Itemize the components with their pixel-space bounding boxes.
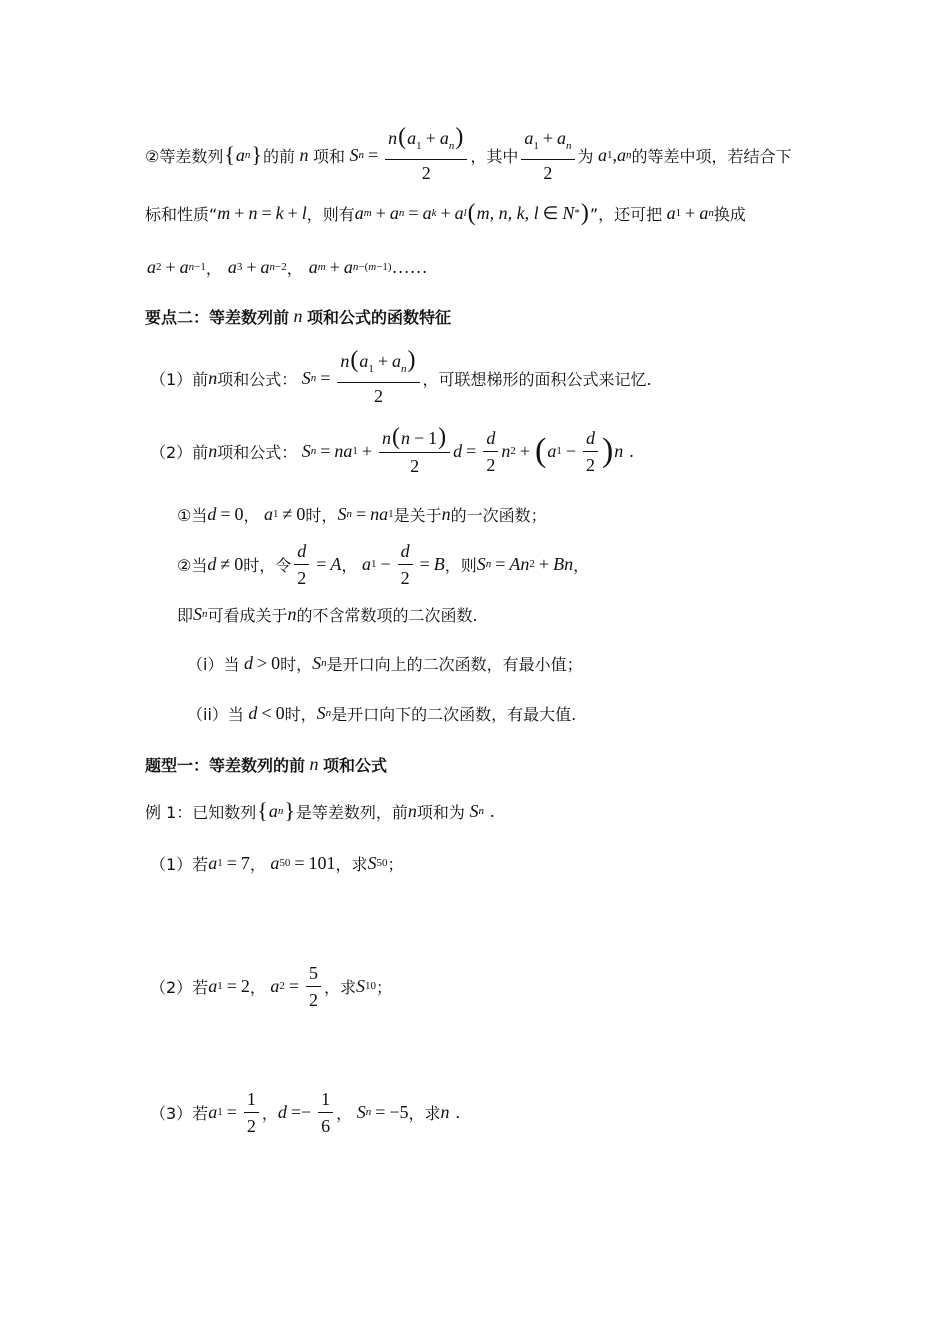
text: 换成 [713, 204, 746, 224]
case-line-1: ①当 d = 0 ， a 1 ≠ 0 时， S n = na 1 是关于 n 的一次函数； [177, 503, 547, 525]
text: . [455, 1101, 461, 1122]
fraction: $\frac{d}{2}$ [398, 540, 413, 589]
text: ， [249, 854, 266, 874]
text: ， [286, 258, 303, 278]
text: （3）若 [150, 1103, 209, 1123]
text: ，求 [408, 1103, 441, 1123]
text: ， [573, 555, 590, 575]
text: ，则有 [306, 204, 355, 224]
heading-text: 题型一：等差数列的前 [145, 755, 306, 775]
text: 是开口向上的二次函数，有最小值； [326, 654, 583, 674]
heading-text: 项和公式 [323, 755, 388, 775]
case-line-2: ②当 d ≠ 0 时，令 $\frac{d}{2}$ = A ， a 1 − $\frac{d}{2}$ = B ，则 S n = An 2 + Bn ， [177, 540, 590, 588]
fraction: $\frac{1}{2}$ [244, 1088, 259, 1137]
text: ，则 [444, 555, 477, 575]
question-2: （2）若 a 1 = 2 ， a 2 = $\frac{5}{2}$ ，求 S 10 ； [150, 962, 393, 1010]
fraction: $\frac{1}{6}$ [318, 1088, 333, 1137]
para-line-2: 标和性质“ m + n = k + l ，则有 a m + a n = a k + a l ( m, n, k, l ∈ N * ) ”，还可把 a 1 + a n 换成 [145, 199, 746, 226]
text: 时， [284, 704, 317, 724]
text: ，求 [324, 977, 357, 997]
text: . [629, 440, 634, 461]
text: ，求 [335, 854, 368, 874]
text: 标和性质“ [145, 204, 218, 224]
text: 是关于 [393, 505, 442, 525]
section-heading-3: 题型一：等差数列的前 n 项和公式 [145, 753, 388, 775]
text: ， [205, 258, 222, 278]
fraction: $\frac{5}{2}$ [306, 962, 321, 1011]
text: 是开口向下的二次函数，有最大值. [331, 704, 577, 724]
text: 是等差数列，前 [295, 802, 408, 822]
text: （1）前 [150, 369, 209, 389]
fraction: $\frac{d}{2}$ [583, 427, 598, 476]
example-1: 例 1：已知数列 { a n } 是等差数列，前 n 项和为 S n . [145, 798, 495, 823]
text: ， [341, 555, 358, 575]
case-line-5: （ii）当 d < 0 时， S n 是开口向下的二次函数，有最大值. [187, 702, 577, 724]
question-3: （3）若 a 1 = $\frac{1}{2}$ ， d =− $\frac{1}{6}$ ， S n = −5 ，求 n . [150, 1088, 461, 1136]
text: ，可联想梯形的面积公式来记忆. [422, 369, 652, 389]
fraction: $\frac{n(n - 1)}{2}$ [379, 426, 450, 477]
fraction: $\frac{n(a_1 + a_n)}{2}$ [385, 126, 467, 184]
case-line-3: 即 S n 可看成关于 n 的不含常数项的二次函数. [177, 603, 478, 625]
text: 项和 [313, 146, 346, 166]
text: 项和为 [416, 802, 465, 822]
text: （2）前 [150, 442, 209, 462]
text: ，其中 [470, 146, 519, 166]
section-heading-2: 要点二：等差数列前 n 项和公式的函数特征 [145, 305, 452, 327]
text: ； [376, 977, 393, 997]
text: 项和公式： [217, 369, 298, 389]
fraction: $\frac{d}{2}$ [483, 427, 498, 476]
heading-text: 要点二：等差数列前 [145, 307, 290, 327]
text: ①当 [177, 505, 208, 525]
text: （i）当 [187, 654, 240, 674]
text: ， [261, 1103, 278, 1123]
text: （2）若 [150, 977, 209, 997]
text: （ii）当 [187, 704, 244, 724]
text: ， [243, 505, 260, 525]
formula-1: （1）前 n 项和公式： S n = $\frac{n(a_1 + a_n)}{2}$ ，可联想梯形的面积公式来记忆. [150, 347, 652, 406]
case-line-4: （i）当 d > 0 时， S n 是开口向上的二次函数，有最小值； [187, 652, 583, 674]
text: ， [336, 1103, 353, 1123]
text: 的前 [262, 146, 295, 166]
text: 例 1：已知数列 [145, 802, 257, 822]
text: ②等差数列 [145, 146, 224, 166]
text: （1）若 [150, 854, 209, 874]
formula-2: （2）前 n 项和公式： S n = na 1 + $\frac{n(n - 1)}{2}$ d = $\frac{d}{2}$ n 2 + ( a 1 − $\frac{d}{2}$ ) n . [150, 423, 634, 476]
para-line-3: a 2 + a n −1 ， a 3 + a n −2 ， a m + a n −( m −1) …… [147, 256, 428, 278]
text: 即 [177, 605, 194, 625]
text: 的一次函数； [450, 505, 547, 525]
heading-text: 项和公式的函数特征 [307, 307, 452, 327]
question-1: （1）若 a 1 = 7 ， a 50 = 101 ，求 S 50 ； [150, 852, 404, 874]
text: ②当 [177, 555, 208, 575]
text: ”，还可把 [589, 204, 663, 224]
ellipsis: …… [391, 256, 428, 277]
para-line-1: ②等差数列 { a n } 的前 n 项和 S n = $\frac{n(a_1 + a_n)}{2}$ ，其中 $\frac{a_1 + a_n}{2}$ 为 a 1 , a n 的等差中项，若结合下 [145, 124, 792, 183]
text: ， [249, 977, 266, 997]
fraction: $\frac{a_1 + a_n}{2}$ [521, 127, 574, 184]
text: 时， [280, 654, 313, 674]
text: 时，令 [243, 555, 292, 575]
text: ； [387, 854, 404, 874]
text: . [489, 800, 495, 821]
text: 项和公式： [217, 442, 298, 462]
text: 的不含常数项的二次函数. [296, 605, 478, 625]
text: 为 [577, 146, 594, 166]
text: 时， [305, 505, 338, 525]
fraction: $\frac{n(a_1 + a_n)}{2}$ [337, 349, 419, 407]
fraction: $\frac{d}{2}$ [294, 540, 309, 589]
text: 的等差中项，若结合下 [631, 146, 792, 166]
text: 可看成关于 [207, 605, 288, 625]
